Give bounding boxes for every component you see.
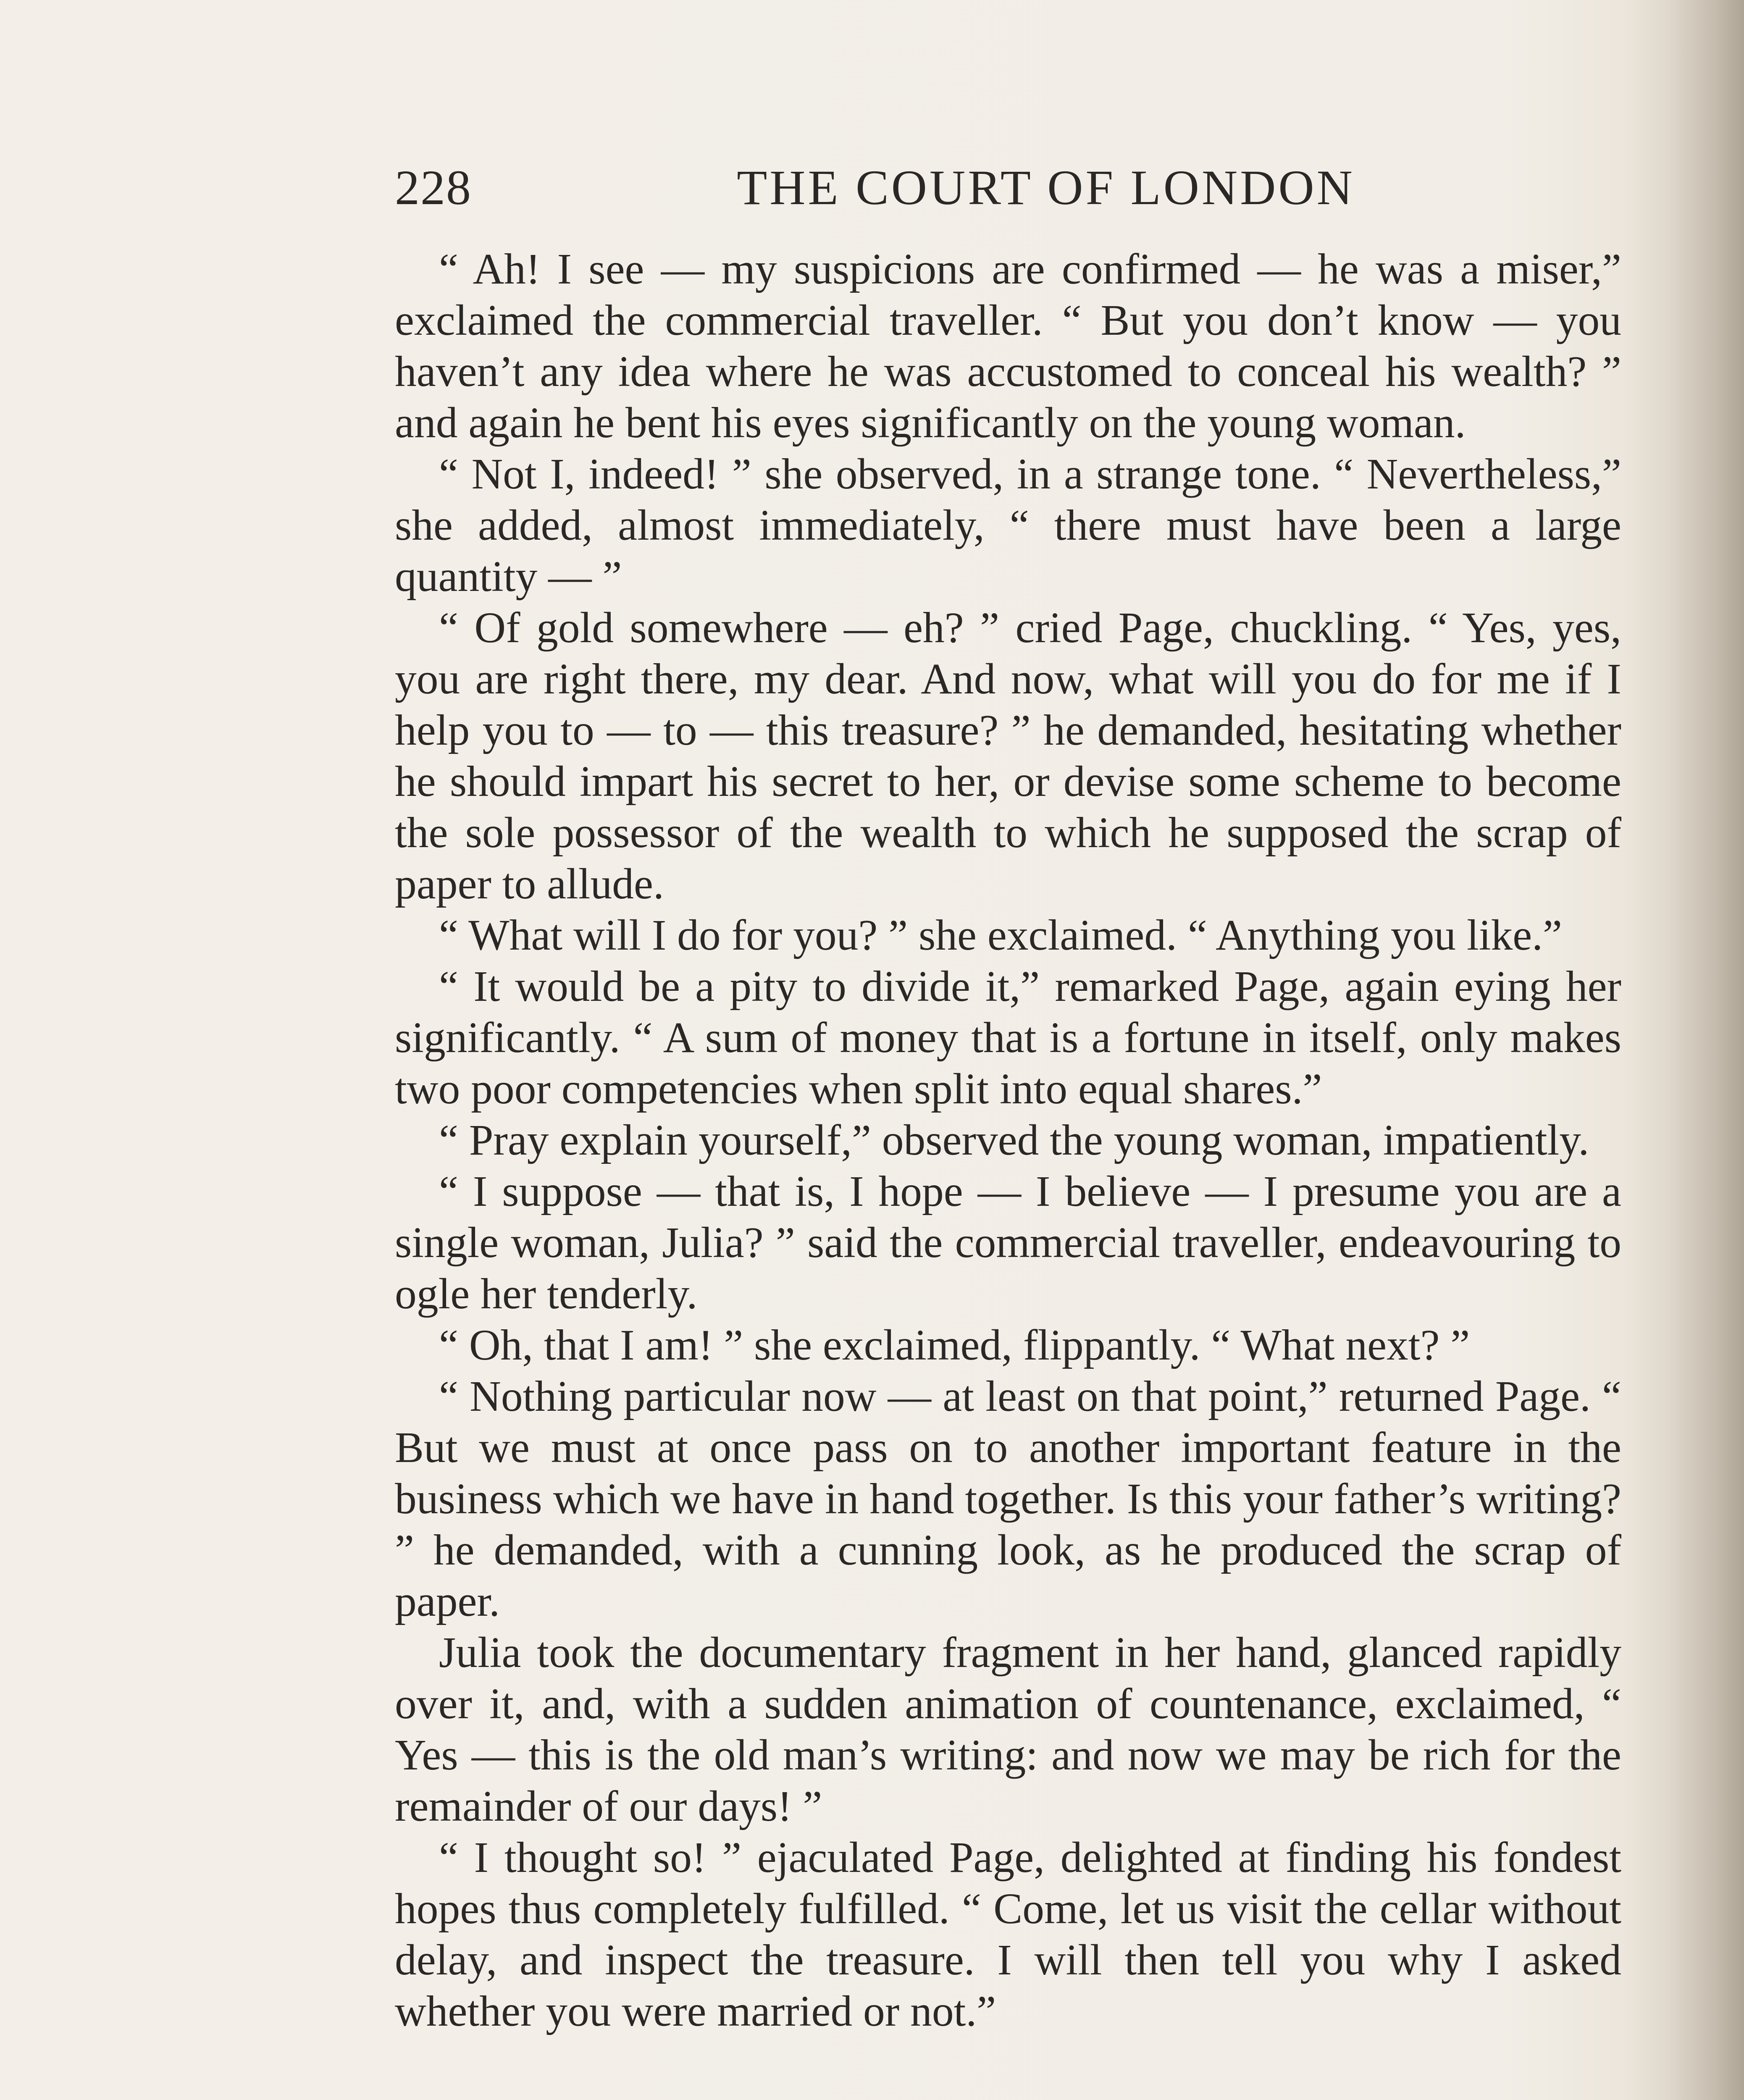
paragraph: “ Nothing particular now — at least on that point,” returned Page. “ But we must at once pass on to another important feature in the business which we have in hand together. Is this your father’s writing? ” he demanded, with a cunning look, as he produced the scrap of paper. (395, 1373, 1621, 1625)
running-title: THE COURT OF LONDON (737, 160, 1355, 215)
page-number: 228 (395, 160, 472, 215)
paragraph: “ Oh, that I am! ” she exclaimed, flippantly. “ What next? ” (439, 1321, 1470, 1369)
body-text (395, 244, 1621, 2037)
running-header (395, 156, 1630, 219)
paragraph: Julia took the documentary fragment in her hand, glanced rapidly over it, and, with a sudden animation of countenance, exclaimed, “ Yes — this is the old man’s writing: and now we may be rich for the remainder of our days! ” (395, 1629, 1621, 1830)
page-edge-shadow (1668, 0, 1744, 2100)
paragraph: “ I thought so! ” ejaculated Page, delighted at finding his fondest hopes thus completely fulfilled. “ Come, let us visit the cellar without delay, and inspect the treasure. I will then tell you why I asked whether you were married or not.” (395, 1834, 1621, 2035)
paragraph: “ It would be a pity to divide it,” remarked Page, again eying her significantly. “ A sum of money that is a fortune in itself, only makes two poor competencies when split into equal shares.” (395, 963, 1621, 1113)
paragraph: “ Pray explain yourself,” observed the young woman, impatiently. (439, 1116, 1589, 1164)
paragraph: “ Ah! I see — my suspicions are confirmed — he was a miser,” exclaimed the commercial traveller. “ But you don’t know — you haven’t any idea where he was accustomed to conceal his wealth? ” and again he bent his eyes significantly on the young woman. (395, 245, 1621, 447)
paragraph: “ Of gold somewhere — eh? ” cried Page, chuckling. “ Yes, yes, you are right there, my dear. And now, what will you do for me if I help you to — to — this treasure? ” he demanded, hesitating whether he should impart his secret to her, or devise some scheme to become the sole possessor of the wealth to which he supposed the scrap of paper to allude. (395, 604, 1621, 908)
paragraph: “ What will I do for you? ” she exclaimed. “ Anything you like.” (439, 911, 1562, 959)
paragraph: “ Not I, indeed! ” she observed, in a strange tone. “ Nevertheless,” she added, almost immediately, “ there must have been a large quantity — ” (395, 450, 1621, 601)
paragraph: “ I suppose — that is, I hope — I believe — I presume you are a single woman, Julia? ” said the commercial traveller, endeavouring to ogle her tenderly. (395, 1168, 1621, 1318)
